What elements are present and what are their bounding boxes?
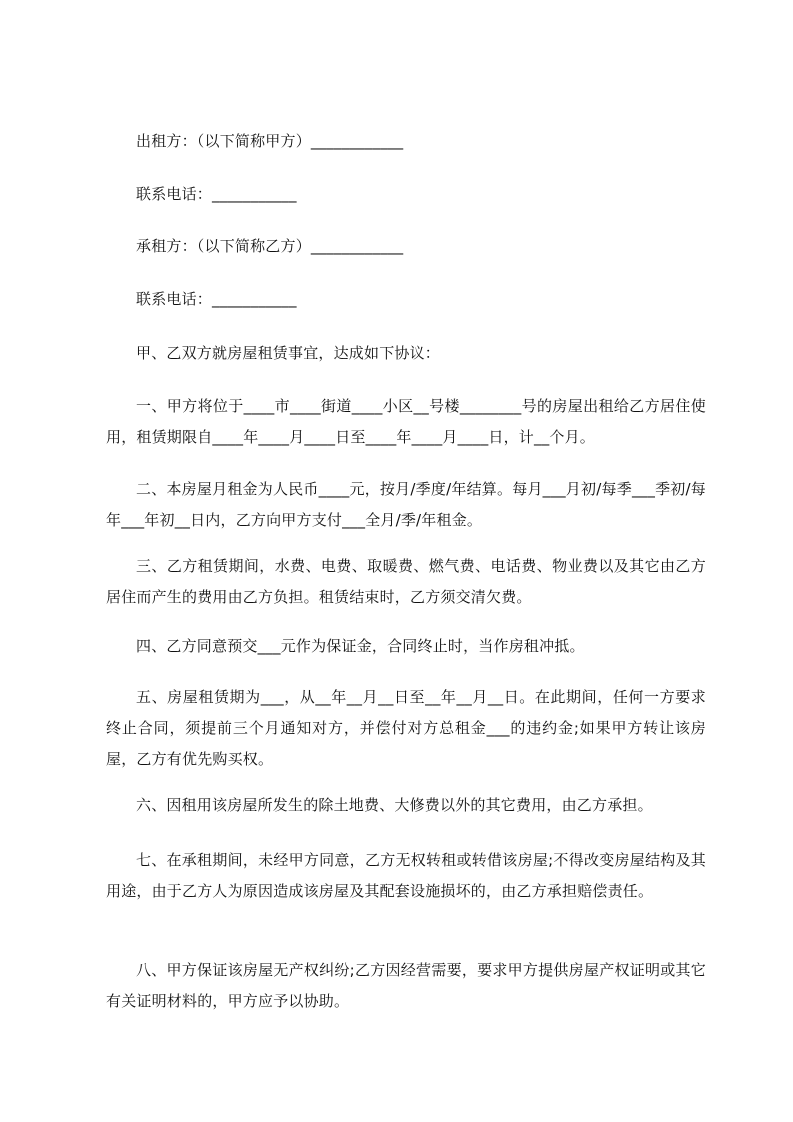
clause-7: 七、在承租期间，未经甲方同意，乙方无权转租或转借该房屋;不得改变房屋结构及其用途，由于乙方人为原因造成该房屋及其配套设施损坏的，由乙方承担赔偿责任。 [106, 851, 706, 900]
agreement-intro: 甲、乙双方就房屋租赁事宜，达成如下协议： [136, 344, 441, 362]
clause-2: 二、本房屋月租金为人民币____元，按月/季度/年结算。每月___月初/每季___季初/每年___年初__日内，乙方向甲方支付___全月/季/年租金。 [106, 480, 706, 529]
clause-4: 四、乙方同意预交___元作为保证金，合同终止时，当作房租冲抵。 [136, 637, 585, 655]
lessee-line: 承租方：（以下简称乙方）____________ [136, 237, 404, 255]
clause-3: 三、乙方租赁期间，水费、电费、取暖费、燃气费、电话费、物业费以及其它由乙方居住而产生的费用由乙方负担。租赁结束时，乙方须交清欠费。 [106, 557, 706, 606]
clause-6: 六、因租用该房屋所发生的除土地费、大修费以外的其它费用，由乙方承担。 [136, 796, 653, 814]
clause-5: 五、房屋租赁期为___，从__年__月__日至__年__月__日。在此期间，任何一方要求终止合同，须提前三个月通知对方，并偿付对方总租金___的违约金;如果甲方转让该房屋，乙方有优先购买权。 [106, 688, 706, 768]
lessor-line: 出租方：（以下简称甲方）____________ [136, 132, 404, 150]
lessee-phone-line: 联系电话：___________ [136, 290, 297, 308]
clause-8: 八、甲方保证该房屋无产权纠纷;乙方因经营需要，要求甲方提供房屋产权证明或其它有关证明材料的，甲方应予以协助。 [106, 961, 706, 1010]
lessor-phone-line: 联系电话：___________ [136, 185, 297, 203]
clause-1: 一、甲方将位于____市____街道____小区__号楼________号的房屋出租给乙方居住使用，租赁期限自____年____月____日至____年____月____日，计__个月。 [106, 397, 706, 446]
